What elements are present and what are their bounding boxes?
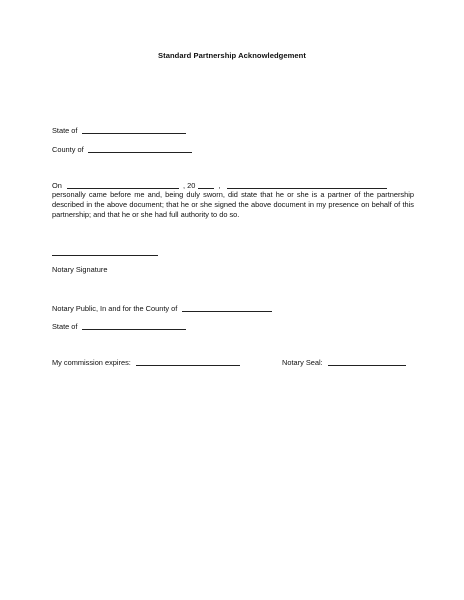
signature-line[interactable] — [52, 255, 158, 256]
name-blank[interactable] — [227, 180, 387, 189]
on-label: On — [52, 181, 62, 190]
seal-row — [282, 356, 406, 368]
date-comma-label: , — [218, 181, 221, 190]
acknowledgement-paragraph: personally came before me and, being duly sworn, did state that he or she is a partner of the partnership described in the above document; that he or she signed the above document in my presence on behalf of this partnership; and that he or she had full authority to do so. — [52, 190, 414, 219]
year-prefix-label: , 20 — [182, 181, 196, 190]
commission-row — [52, 356, 240, 368]
year-blank[interactable] — [198, 180, 214, 189]
county-row — [52, 143, 192, 155]
state-label: State of — [52, 126, 78, 135]
notary-public-label: Notary Public, In and for the County of — [52, 304, 178, 313]
county-label: County of — [52, 145, 84, 154]
seal-blank[interactable] — [328, 357, 406, 366]
state-row — [52, 124, 186, 136]
document-title: Standard Partnership Acknowledgement — [158, 51, 306, 60]
notary-public-row — [52, 302, 272, 314]
date-blank[interactable] — [67, 180, 179, 189]
notary-state-row — [52, 320, 186, 332]
state-blank[interactable] — [82, 125, 186, 134]
commission-label: My commission expires: — [52, 358, 131, 367]
notary-state-label: State of — [52, 322, 78, 331]
notary-county-blank[interactable] — [182, 303, 272, 312]
notary-state-blank[interactable] — [82, 321, 186, 330]
commission-blank[interactable] — [136, 357, 240, 366]
notary-signature-label: Notary Signature — [52, 265, 108, 274]
seal-label: Notary Seal: — [282, 358, 323, 367]
county-blank[interactable] — [88, 144, 192, 153]
